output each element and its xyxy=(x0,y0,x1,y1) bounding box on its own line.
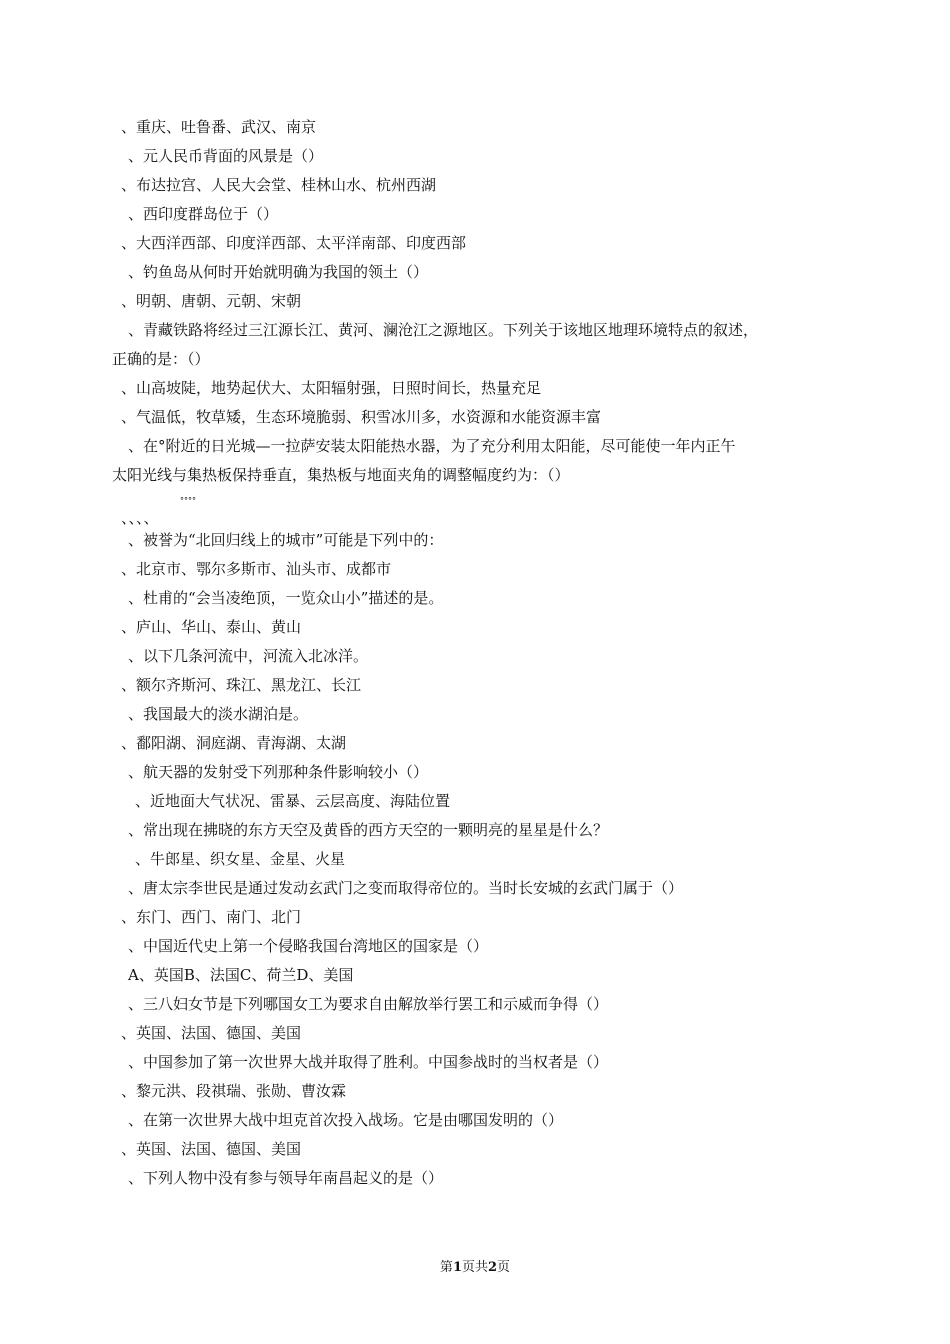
current-page-number: 1 xyxy=(452,1260,462,1275)
total-page-count: 2 xyxy=(488,1260,498,1275)
answer-options: A、英国B、法国C、荷兰D、美国 xyxy=(128,966,354,984)
question: 、钓鱼岛从何时开始就明确为我国的领土（） xyxy=(128,263,429,281)
answer-options: 、鄱阳湖、洞庭湖、青海湖、太湖 xyxy=(121,734,347,752)
answer-options: 、北京市、鄂尔多斯市、汕头市、成都市 xyxy=(121,560,392,578)
answer-options: 、布达拉宫、人民大会堂、桂林山水、杭州西湖 xyxy=(121,176,437,194)
question: 、元人民币背面的风景是（） xyxy=(128,147,324,165)
answer-options: 、气温低，牧草矮，生态环境脆弱、积雪冰川多，水资源和水能资源丰富 xyxy=(121,408,602,426)
question: 、被誉为“北回归线上的城市”可能是下列中的： xyxy=(128,531,444,549)
answer-options: 、英国、法国、德国、美国 xyxy=(121,1140,302,1158)
question: 、我国最大的淡水湖泊是。 xyxy=(128,705,309,723)
question: 、中国参加了第一次世界大战并取得了胜利。中国参战时的当权者是（） xyxy=(128,1053,609,1071)
question: 、下列人物中没有参与领导年南昌起义的是（） xyxy=(128,1169,444,1187)
answer-options: 、、、、 xyxy=(121,509,159,527)
answer-options: 、近地面大气状况、雷暴、云层高度、海陆位置 xyxy=(135,792,451,810)
answer-options: 、庐山、华山、泰山、黄山 xyxy=(121,618,302,636)
footer-prefix: 第 xyxy=(439,1260,453,1275)
question: 、唐太宗李世民是通过发动玄武门之变而取得帝位的。当时长安城的玄武门属于（） xyxy=(128,879,684,897)
question: 、航天器的发射受下列那种条件影响较小（） xyxy=(128,763,429,781)
question: 、常出现在拂晓的东方天空及黄昏的西方天空的一颗明亮的星星是什么？ xyxy=(128,821,609,839)
question: 、中国近代史上第一个侵略我国台湾地区的国家是（） xyxy=(128,937,489,955)
answer-options: 、重庆、吐鲁番、武汉、南京 xyxy=(121,118,317,136)
page-footer xyxy=(0,1260,950,1276)
question: 、三八妇女节是下列哪国女工为要求自由解放举行罢工和示威而争得（） xyxy=(128,995,609,1013)
question-continuation: 太阳光线与集热板保持垂直，集热板与地面夹角的调整幅度约为：（） xyxy=(112,466,570,484)
answer-options: 、山高坡陡，地势起伏大、太阳辐射强，日照时间长，热量充足 xyxy=(121,379,542,397)
question: 、杜甫的“会当凌绝顶，一览众山小”描述的是。 xyxy=(128,589,444,607)
question: 、在第一次世界大战中坦克首次投入战场。它是由哪国发明的（） xyxy=(128,1111,564,1129)
question: 、西印度群岛位于（） xyxy=(128,205,279,223)
answer-options: 、英国、法国、德国、美国 xyxy=(121,1024,302,1042)
footer-middle: 页共 xyxy=(461,1260,488,1275)
question: 、在°附近的日光城—一拉萨安装太阳能热水器，为了充分利用太阳能，尽可能使一年内正午 xyxy=(128,437,736,455)
question: 、青藏铁路将经过三江源长江、黄河、澜沧江之源地区。下列关于该地区地理环境特点的叙述， xyxy=(128,321,759,339)
question-continuation: 正确的是：（） xyxy=(112,350,210,368)
question: 、以下几条河流中，河流入北冰洋。 xyxy=(128,647,369,665)
answer-options: 、牛郎星、织女星、金星、火星 xyxy=(135,850,346,868)
answer-options: 、黎元洪、段祺瑞、张勋、曹汝霖 xyxy=(121,1082,347,1100)
answer-options: 、明朝、唐朝、元朝、宋朝 xyxy=(121,292,302,310)
answer-options: 、大西洋西部、印度洋西部、太平洋南部、印度西部 xyxy=(121,234,467,252)
answer-options: 、额尔齐斯河、珠江、黑龙江、长江 xyxy=(121,676,362,694)
answer-options: 、东门、西门、南门、北门 xyxy=(121,908,302,926)
footer-suffix: 页 xyxy=(497,1260,511,1275)
degree-marks: °°°° xyxy=(180,496,196,505)
